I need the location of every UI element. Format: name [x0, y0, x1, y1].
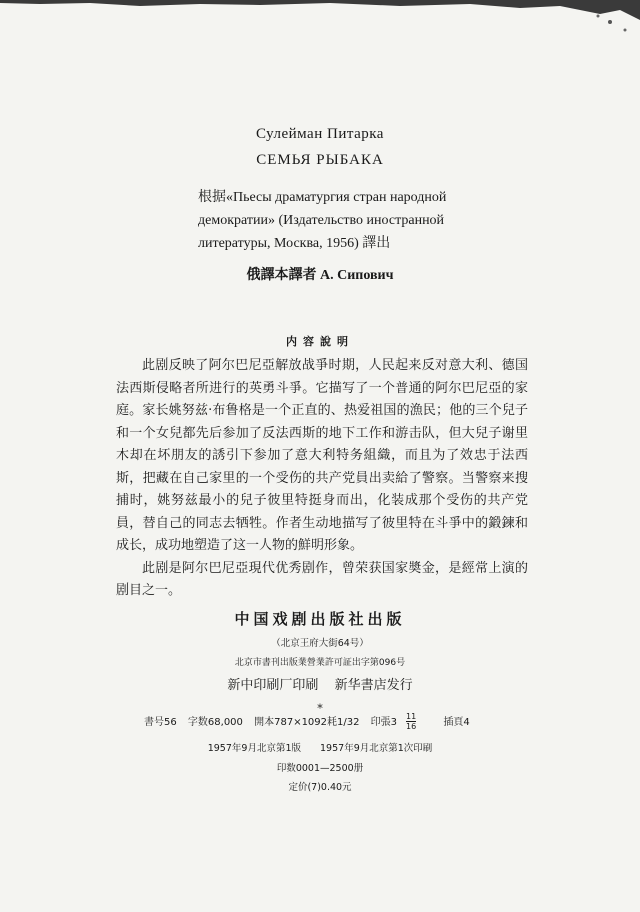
summary-paragraph: 此剧反映了阿尔巴尼亞解放战爭时期，人民起来反对意大利、德国法西斯侵略者所进行的英勇斗爭。它描写了一个普通的阿尔巴尼亞的家庭。家长姚努兹·布鲁格是一个正直的、热爱祖国的漁民；他的三个兒子和一个女兒都先后参加了反法西斯的地下工作和游击队，但大兒子谢里木却在坏朋友的誘引下参加了意大利特务組織，而且为了效忠于法西斯，把藏在自己家里的一个受伤的共产党員出卖給了警察。当警察来搜捕时，姚努兹最小的兒子彼里特挺身而出，化装成那个受伤的共产党員，替自己的同志去牺牲。作者生动地描写了彼里特在斗爭中的鍛鍊和成长，成功地塑造了这一人物的鮮明形象。 — [116, 358, 528, 553]
printer: 新中印刷厂印刷 — [227, 678, 319, 693]
publisher-address: （北京王府大街64号） — [271, 638, 369, 649]
separator-star: * — [317, 702, 323, 715]
source-line: 根据«Пьесы драматургия стран народной — [198, 190, 447, 205]
plates-count: 插頁4 — [443, 716, 470, 728]
word-count: 字数68,000 — [187, 716, 243, 728]
first-edition: 1957年9月北京第1版 — [207, 743, 301, 754]
book-title: СЕМЬЯ РЫБАКА — [256, 152, 384, 168]
summary-heading: 内容說明 — [286, 335, 354, 348]
translator-credit: 俄譯本譯者 А. Сипович — [246, 268, 394, 283]
source-note — [198, 186, 458, 255]
edition-line — [0, 740, 640, 754]
book-number: 書号56 — [144, 716, 177, 728]
first-printing: 1957年9月北京第1次印刷 — [320, 743, 433, 754]
distributor: 新华書店发行 — [334, 678, 413, 693]
scan-edge-artifact — [0, 0, 640, 40]
publisher: 中国戏剧出版社出版 — [234, 610, 406, 628]
printer-line — [0, 674, 640, 693]
sheets-fraction: $\frac{11}{16}$ — [406, 712, 417, 731]
summary-body — [116, 355, 528, 603]
author-name: Сулейман Питарка — [256, 126, 384, 142]
book-specs — [144, 712, 504, 731]
printing-sheets: 印張3 $\frac{11}{16}$ — [371, 717, 433, 728]
page-format: 開本787×1092耗1/32 — [254, 716, 360, 728]
source-line: демократии» (Издательство иностранной — [198, 213, 445, 228]
summary-paragraph: 此剧是阿尔巴尼亞現代优秀剧作，曾荣获国家奬金，是經常上演的剧目之一。 — [116, 560, 528, 598]
source-line: литературы, Москва, 1956) 譯出 — [198, 236, 391, 251]
price: 定价(7)0.40元 — [288, 782, 352, 793]
license-number: 北京市書刊出版業營業許可証出字第096号 — [234, 658, 406, 668]
print-run: 印数0001—2500册 — [276, 763, 364, 774]
